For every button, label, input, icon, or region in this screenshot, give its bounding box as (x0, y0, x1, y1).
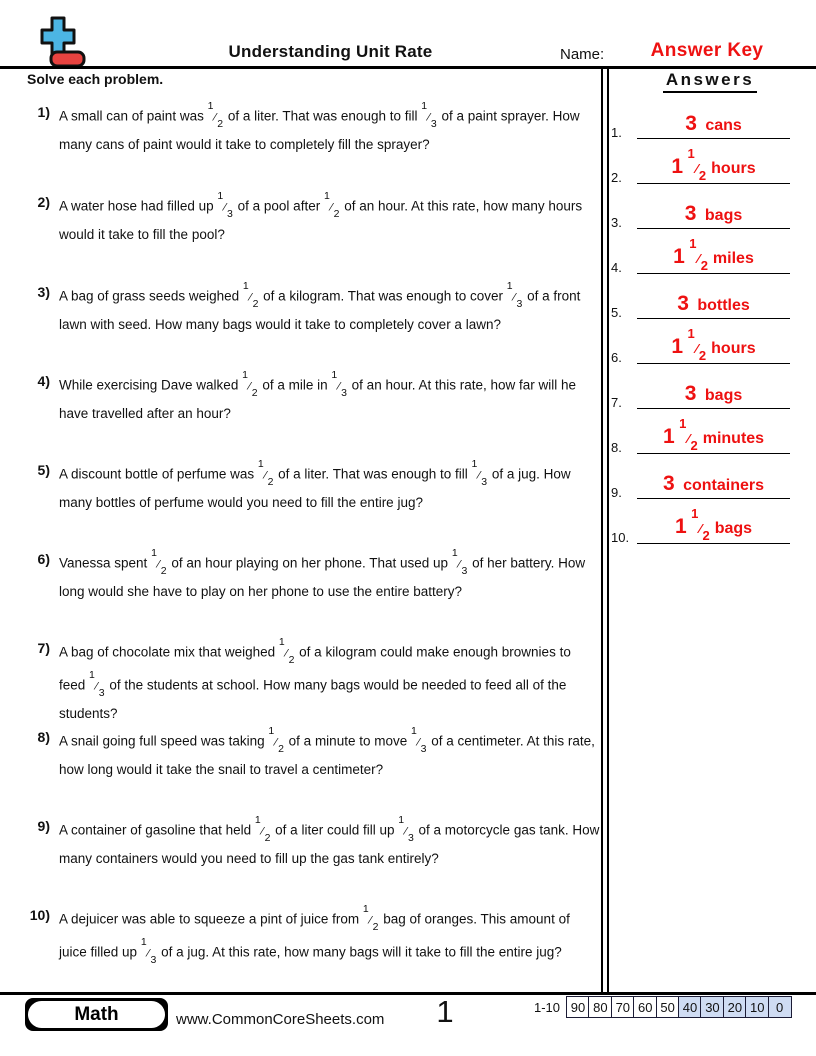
problem-text: A discount bottle of perfume was $^1⁄_2$ of a liter. That was enough to fill $^1⁄_3$ of a jug. How many bottles of perfume would you need to fill the entire jug? (59, 458, 571, 511)
answers-title: Answers (663, 70, 757, 93)
score-cell: 40 (678, 996, 702, 1018)
problem-number: 8) (37, 729, 50, 745)
problem-item-7 (24, 636, 602, 726)
problem-item-6 (24, 547, 602, 604)
answer-value: 3 containers (662, 472, 765, 495)
problem-text: A bag of grass seeds weighed $^1⁄_2$ of a kilogram. That was enough to cover $^1⁄_3$ of a front lawn with seed. How many bags would it take to completely cover a lawn? (59, 280, 581, 333)
answer-number: 9. (611, 485, 622, 500)
header-divider-line (0, 66, 816, 69)
score-cell: 60 (633, 996, 657, 1018)
answer-row-2 (611, 145, 790, 185)
problem-item-5 (24, 458, 602, 515)
problem-number: 2) (37, 194, 50, 210)
answer-row-4 (611, 235, 790, 275)
answer-number: 10. (611, 530, 630, 545)
problem-text: A container of gasoline that held $^1⁄_2$ of a liter could fill up $^1⁄_3$ of a motorcycle gas tank. How many containers would you need to fill up the gas tank entirely? (59, 814, 600, 867)
problem-number: 7) (37, 640, 50, 656)
problem-number: 9) (37, 818, 50, 834)
answer-number: 1. (611, 125, 622, 140)
answer-key-value: Answer Key (650, 40, 764, 61)
answer-number: 6. (611, 350, 622, 365)
problem-item-3 (24, 280, 602, 337)
score-table (566, 996, 792, 1018)
answer-number: 2. (611, 170, 622, 185)
page-title: Understanding Unit Rate (228, 42, 433, 61)
answer-row-8 (611, 415, 790, 455)
answer-row-1 (611, 104, 790, 140)
answer-row-3 (611, 194, 790, 230)
score-cell: 0 (768, 996, 792, 1018)
answer-value: 3 bottles (677, 292, 750, 315)
answer-value: 3 bags (684, 202, 743, 225)
answer-value: 1 $^1⁄_2$ hours (671, 325, 756, 363)
footer-divider-line (0, 992, 816, 995)
score-cell: 30 (700, 996, 724, 1018)
problem-number: 10) (29, 907, 50, 923)
answer-row-9 (611, 464, 790, 500)
answer-number: 4. (611, 260, 622, 275)
answer-number: 3. (611, 215, 622, 230)
score-cell: 90 (566, 996, 590, 1018)
problem-item-8 (24, 725, 602, 782)
answer-value: 1 $^1⁄_2$ hours (671, 145, 756, 183)
score-cell: 10 (745, 996, 769, 1018)
problem-text: A bag of chocolate mix that weighed $^1⁄_2$ of a kilogram could make enough brownies to feed $^1⁄_3$ of the students at school. How many bags would be needed to feed all of the students? (59, 636, 571, 722)
problem-item-9 (24, 814, 602, 871)
problem-item-10 (24, 903, 602, 969)
subject-label: Math (28, 1001, 165, 1028)
answer-value: 3 bags (684, 382, 743, 405)
problem-item-4 (24, 369, 602, 426)
score-cell: 50 (656, 996, 680, 1018)
page-number: 1 (436, 994, 454, 1029)
problem-text: A dejuicer was able to squeeze a pint of juice from $^1⁄_2$ bag of oranges. This amount of juice filled up $^1⁄_3$ of a jug. At this rate, how many bags will it take to fill the entire jug? (59, 903, 570, 967)
answer-row-7 (611, 374, 790, 410)
instructions-label: Solve each problem. (27, 71, 164, 87)
answer-value: 1 $^1⁄_2$ miles (673, 235, 754, 273)
problem-text: While exercising Dave walked $^1⁄_2$ of a mile in $^1⁄_3$ of an hour. At this rate, how far will he have travelled after an hour? (59, 369, 577, 422)
score-range-label: 1-10 (533, 1000, 560, 1015)
score-cell: 20 (723, 996, 747, 1018)
column-divider (601, 69, 609, 993)
answer-value: 3 cans (685, 112, 742, 135)
problem-number: 3) (37, 284, 50, 300)
answer-row-6 (611, 325, 790, 365)
answer-value: 1 $^1⁄_2$ minutes (662, 415, 765, 453)
answer-row-10 (611, 505, 790, 545)
answer-row-5 (611, 284, 790, 320)
answer-number: 8. (611, 440, 622, 455)
problem-item-2 (24, 190, 602, 247)
problem-text: Vanessa spent $^1⁄_2$ of an hour playing on her phone. That used up $^1⁄_3$ of her battery. How long would she have to play on her phone to use the entire battery? (59, 547, 586, 600)
problem-text: A snail going full speed was taking $^1⁄_2$ of a minute to move $^1⁄_3$ of a centimeter. At this rate, how long would it take the snail to travel a centimeter? (59, 725, 595, 778)
answer-number: 7. (611, 395, 622, 410)
problem-number: 5) (37, 462, 50, 478)
subject-badge (25, 998, 168, 1031)
problem-number: 1) (37, 104, 50, 120)
problem-item-1 (24, 100, 602, 157)
score-cell: 70 (611, 996, 635, 1018)
answer-number: 5. (611, 305, 622, 320)
site-url: www.CommonCoreSheets.com (176, 1011, 385, 1028)
problem-text: A small can of paint was $^1⁄_2$ of a liter. That was enough to fill $^1⁄_3$ of a paint sprayer. How many cans of paint would it take to completely fill the sprayer? (59, 100, 580, 153)
name-label: Name: (560, 46, 605, 63)
problem-number: 6) (37, 551, 50, 567)
answers-panel-header (610, 70, 810, 93)
score-cell: 80 (588, 996, 612, 1018)
answer-value: 1 $^1⁄_2$ bags (674, 505, 753, 543)
problem-text: A water hose had filled up $^1⁄_3$ of a pool after $^1⁄_2$ of an hour. At this rate, how many hours would it take to fill the pool? (59, 190, 583, 243)
problem-number: 4) (37, 373, 50, 389)
